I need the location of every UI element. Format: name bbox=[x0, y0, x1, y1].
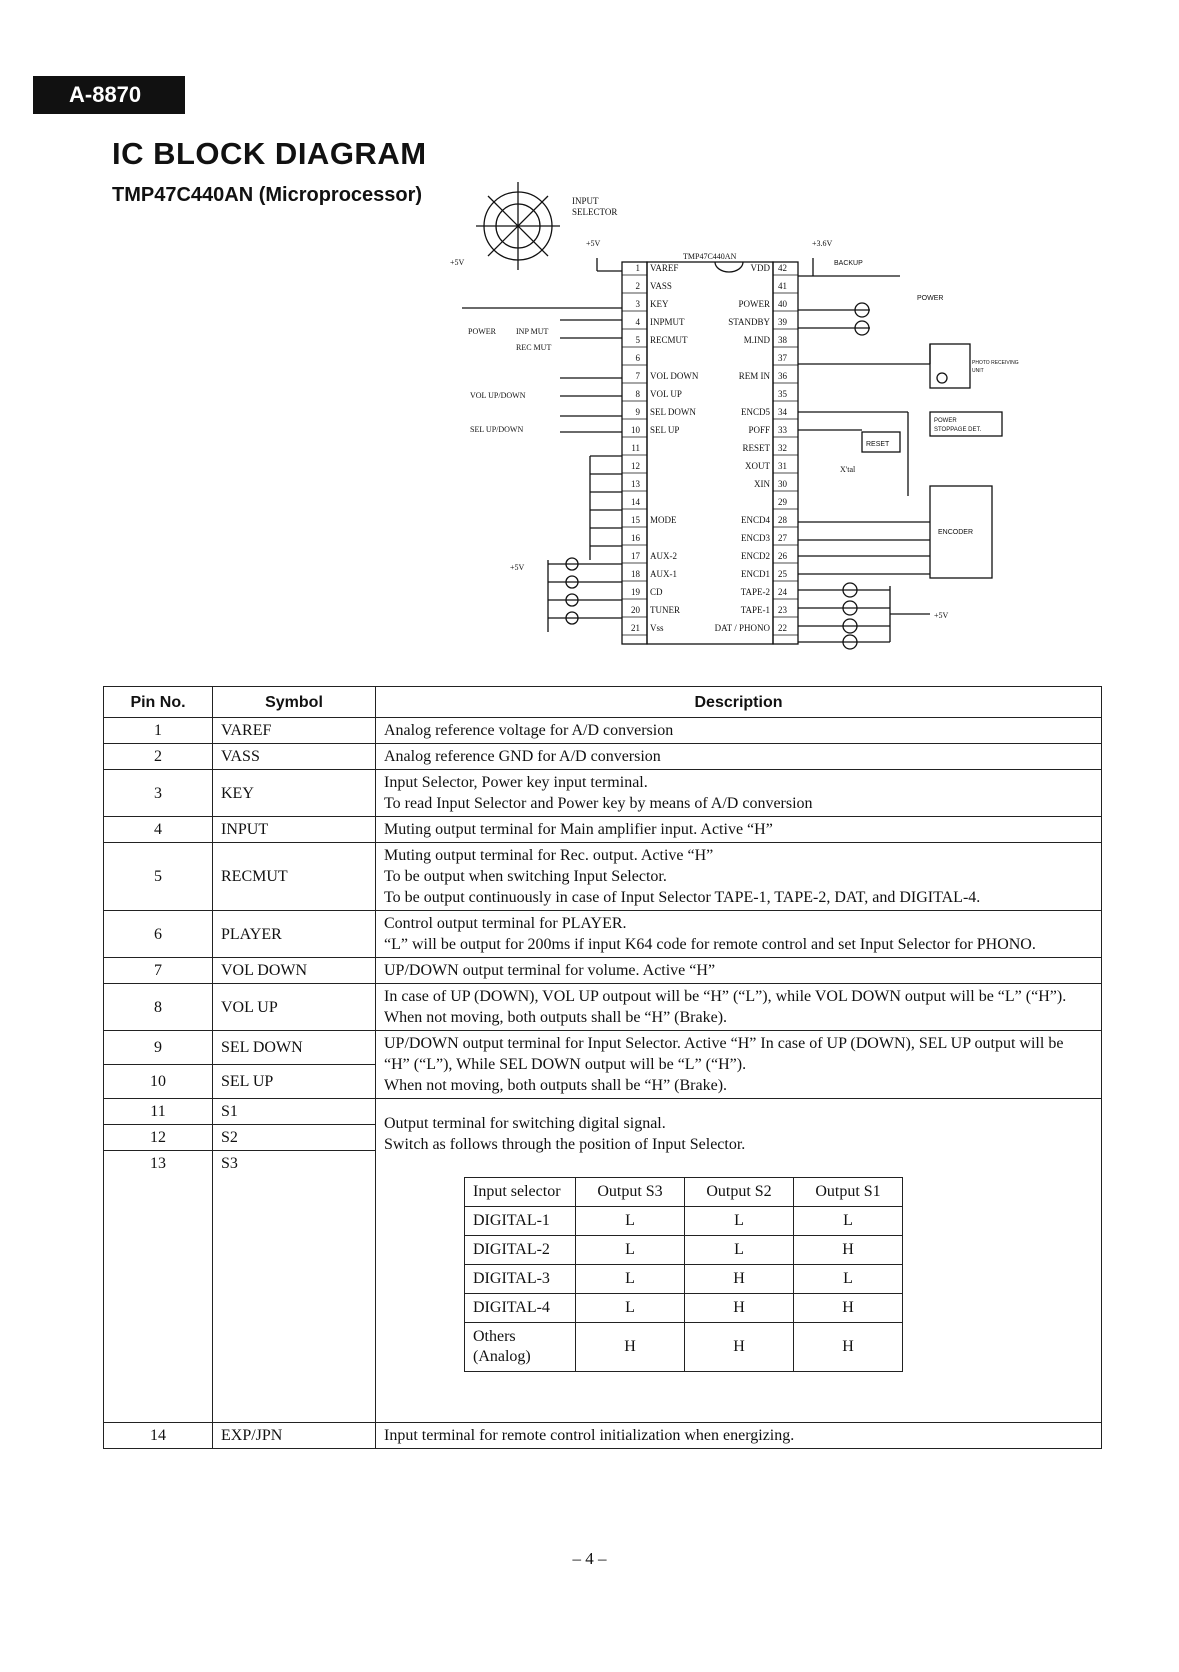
table-row: 5 RECMUT Muting output terminal for Rec. output. Active “H” To be output when switching Input Selector. To be output continuously in case of Input Selector TAPE-1, TAPE-2, DAT, and DIGITAL-4. bbox=[104, 843, 1102, 911]
pin-number: 42 bbox=[778, 263, 787, 273]
pin-number: 28 bbox=[778, 515, 787, 525]
pin-name: AUX-1 bbox=[650, 569, 677, 579]
pin-number: 35 bbox=[778, 389, 787, 399]
svg-text:REC MUT: REC MUT bbox=[516, 343, 552, 352]
pin-number: 17 bbox=[631, 551, 640, 561]
pin-name: DAT / PHONO bbox=[714, 623, 770, 633]
svg-text:SELECTOR: SELECTOR bbox=[572, 207, 618, 217]
pin-column-header: Pin No. bbox=[104, 687, 213, 718]
pin-number: 30 bbox=[778, 479, 787, 489]
svg-text:+5V: +5V bbox=[586, 239, 601, 248]
pin-number: 24 bbox=[778, 587, 787, 597]
pin-number: 5 bbox=[635, 335, 640, 345]
pin-name: AUX-2 bbox=[650, 551, 677, 561]
svg-text:X'tal: X'tal bbox=[840, 465, 856, 474]
table-row: 12 S2 bbox=[104, 1125, 1102, 1151]
svg-text:+3.6V: +3.6V bbox=[812, 239, 833, 248]
pin-number: 19 bbox=[631, 587, 640, 597]
input-selector-label: INPUT bbox=[572, 196, 599, 206]
table-row: 11 S1 Output terminal for switching digital signal. Switch as follows through the position of Input Selector. Input selector Output S3 Output S2 Output S1 DIGITAL-1 L L L DIGITAL-2 L L H DIGITAL-3 L H L DIGITAL-4 L H H Others (Analog) H H H bbox=[104, 1099, 1102, 1125]
pin-name: RECMUT bbox=[650, 335, 688, 345]
pin-number: 13 bbox=[631, 479, 640, 489]
document-code-tag: A-8870 bbox=[33, 76, 185, 114]
pin-number: 12 bbox=[631, 461, 640, 471]
svg-text:PHOTO RECEIVING: PHOTO RECEIVING bbox=[972, 360, 1019, 366]
pin-number: 32 bbox=[778, 443, 787, 453]
table-row: DIGITAL-1 L L L bbox=[465, 1207, 903, 1236]
table-row: 2 VASS Analog reference GND for A/D conversion bbox=[104, 744, 1102, 770]
pin-name: XIN bbox=[754, 479, 770, 489]
pin-number: 23 bbox=[778, 605, 787, 615]
svg-text:UNIT: UNIT bbox=[972, 368, 984, 374]
table-row: 3 KEY Input Selector, Power key input terminal. To read Input Selector and Power key by means of A/D conversion bbox=[104, 770, 1102, 817]
photo-receiving-unit bbox=[930, 344, 970, 388]
pin-name: KEY bbox=[650, 299, 669, 309]
svg-text:+5V: +5V bbox=[510, 563, 525, 572]
pin-name: XOUT bbox=[745, 461, 770, 471]
pin-name: CD bbox=[650, 587, 663, 597]
pin-name: ENCD4 bbox=[741, 515, 770, 525]
pin-name: ENCD5 bbox=[741, 407, 770, 417]
pin-name: RESET bbox=[742, 443, 770, 453]
svg-text:INP MUT: INP MUT bbox=[516, 327, 549, 336]
pin-number: 20 bbox=[631, 605, 640, 615]
input-selector-truth-table: Input selector Output S3 Output S2 Output S1 DIGITAL-1 L L L DIGITAL-2 L L H DIGITAL-3 L H L DIGITAL-4 L H H Others (Analog) H H H bbox=[464, 1177, 903, 1372]
pin-number: 15 bbox=[631, 515, 640, 525]
svg-text:RESET: RESET bbox=[866, 441, 890, 448]
pin-number: 34 bbox=[778, 407, 787, 417]
table-row: 10 SEL UP bbox=[104, 1065, 1102, 1099]
pin-number: 8 bbox=[635, 389, 640, 399]
pin-number: 29 bbox=[778, 497, 787, 507]
pin-number: 16 bbox=[631, 533, 640, 543]
pin-number: 11 bbox=[631, 443, 640, 453]
svg-text:SEL UP/DOWN: SEL UP/DOWN bbox=[470, 425, 524, 434]
page-subtitle: TMP47C440AN (Microprocessor) bbox=[112, 184, 423, 206]
pin-number: 41 bbox=[778, 281, 787, 291]
table-row: Others (Analog) H H H bbox=[465, 1323, 903, 1372]
svg-text:VOL UP/DOWN: VOL UP/DOWN bbox=[470, 391, 526, 400]
pin-name: TAPE-2 bbox=[740, 587, 770, 597]
pin-number: 22 bbox=[778, 623, 787, 633]
pin-number: 26 bbox=[778, 551, 787, 561]
svg-text:POWER: POWER bbox=[917, 295, 944, 302]
pin-number: 1 bbox=[635, 263, 640, 273]
pin-number: 25 bbox=[778, 569, 787, 579]
pin-number: 36 bbox=[778, 371, 787, 381]
table-row: 8 VOL UP In case of UP (DOWN), VOL UP outpout will be “H” (“L”), while VOL DOWN output will be “L” (“H”). When not moving, both outputs shall be “H” (Brake). bbox=[104, 984, 1102, 1031]
pin-name: SEL UP bbox=[650, 425, 680, 435]
table-row: 13 S3 bbox=[104, 1151, 1102, 1423]
pin-number: 33 bbox=[778, 425, 787, 435]
pin-name: TAPE-1 bbox=[740, 605, 770, 615]
pin-name: ENCD3 bbox=[741, 533, 770, 543]
pin-number: 18 bbox=[631, 569, 640, 579]
pin-name: VDD bbox=[750, 263, 770, 273]
svg-text:STOPPAGE DET.: STOPPAGE DET. bbox=[934, 427, 982, 433]
pin-number: 27 bbox=[778, 533, 787, 543]
page-title: IC BLOCK DIAGRAM bbox=[112, 136, 427, 171]
pin-number: 2 bbox=[635, 281, 640, 291]
pin-number: 6 bbox=[635, 353, 640, 363]
pin-name: MODE bbox=[650, 515, 677, 525]
ic-pin-labels bbox=[622, 263, 798, 635]
pin-number: 38 bbox=[778, 335, 787, 345]
pin-number: 14 bbox=[631, 497, 640, 507]
table-row: DIGITAL-4 L H H bbox=[465, 1294, 903, 1323]
pin-number: 39 bbox=[778, 317, 787, 327]
table-row: 14 EXP/JPN Input terminal for remote control initialization when energizing. bbox=[104, 1423, 1102, 1449]
pin-name: ENCD2 bbox=[741, 551, 770, 561]
svg-text:POWER: POWER bbox=[934, 418, 957, 424]
symbol-column-header: Symbol bbox=[213, 687, 376, 718]
svg-text:+5V: +5V bbox=[450, 258, 465, 267]
svg-text:BACKUP: BACKUP bbox=[834, 260, 863, 267]
pin-name: POWER bbox=[738, 299, 770, 309]
pin-name: VAREF bbox=[650, 263, 679, 273]
pin-name: M.IND bbox=[743, 335, 770, 345]
ic-block-diagram bbox=[0, 0, 1179, 680]
pin-name: INPMUT bbox=[650, 317, 685, 327]
page-number: – 4 – bbox=[572, 1549, 607, 1568]
pin-name: STANDBY bbox=[728, 317, 770, 327]
ic-name-label: TMP47C440AN bbox=[683, 252, 737, 261]
pin-number: 9 bbox=[635, 407, 640, 417]
table-row: DIGITAL-3 L H L bbox=[465, 1265, 903, 1294]
pin-number: 37 bbox=[778, 353, 787, 363]
pin-description-table bbox=[103, 686, 1102, 1449]
table-row: 1 VAREF Analog reference voltage for A/D conversion bbox=[104, 718, 1102, 744]
description-column-header: Description bbox=[376, 687, 1102, 718]
pin-name: TUNER bbox=[650, 605, 680, 615]
pin-name: VOL DOWN bbox=[650, 371, 699, 381]
pin-number: 31 bbox=[778, 461, 787, 471]
pin-name: VASS bbox=[650, 281, 672, 291]
table-row: 4 INPUT Muting output terminal for Main amplifier input. Active “H” bbox=[104, 817, 1102, 843]
pin-number: 3 bbox=[635, 299, 640, 309]
table-row: 6 PLAYER Control output terminal for PLAYER. “L” will be output for 200ms if input K64 code for remote control and set Input Selector for PHONO. bbox=[104, 911, 1102, 958]
pin-number: 10 bbox=[631, 425, 640, 435]
pin-number: 40 bbox=[778, 299, 787, 309]
table-row: 7 VOL DOWN UP/DOWN output terminal for volume. Active “H” bbox=[104, 958, 1102, 984]
pin-number: 7 bbox=[635, 371, 640, 381]
pin-name: POFF bbox=[748, 425, 770, 435]
pin-number: 21 bbox=[631, 623, 640, 633]
table-row: 9 SEL DOWN UP/DOWN output terminal for Input Selector. Active “H” In case of UP (DOWN), SEL UP output will be “H” (“L”), While SEL DOWN output will be “L” (“H”). When not moving, both outputs shall be “H” (Brake). bbox=[104, 1031, 1102, 1065]
table-row: DIGITAL-2 L L H bbox=[465, 1236, 903, 1265]
pin-name: SEL DOWN bbox=[650, 407, 696, 417]
pin-number: 4 bbox=[635, 317, 640, 327]
pin-name: VOL UP bbox=[650, 389, 682, 399]
pin-name: REM IN bbox=[738, 371, 770, 381]
pin-name: ENCD1 bbox=[741, 569, 770, 579]
svg-text:ENCODER: ENCODER bbox=[938, 529, 974, 536]
svg-text:POWER: POWER bbox=[468, 327, 496, 336]
svg-text:+5V: +5V bbox=[934, 611, 949, 620]
pin-name: Vss bbox=[650, 623, 664, 633]
